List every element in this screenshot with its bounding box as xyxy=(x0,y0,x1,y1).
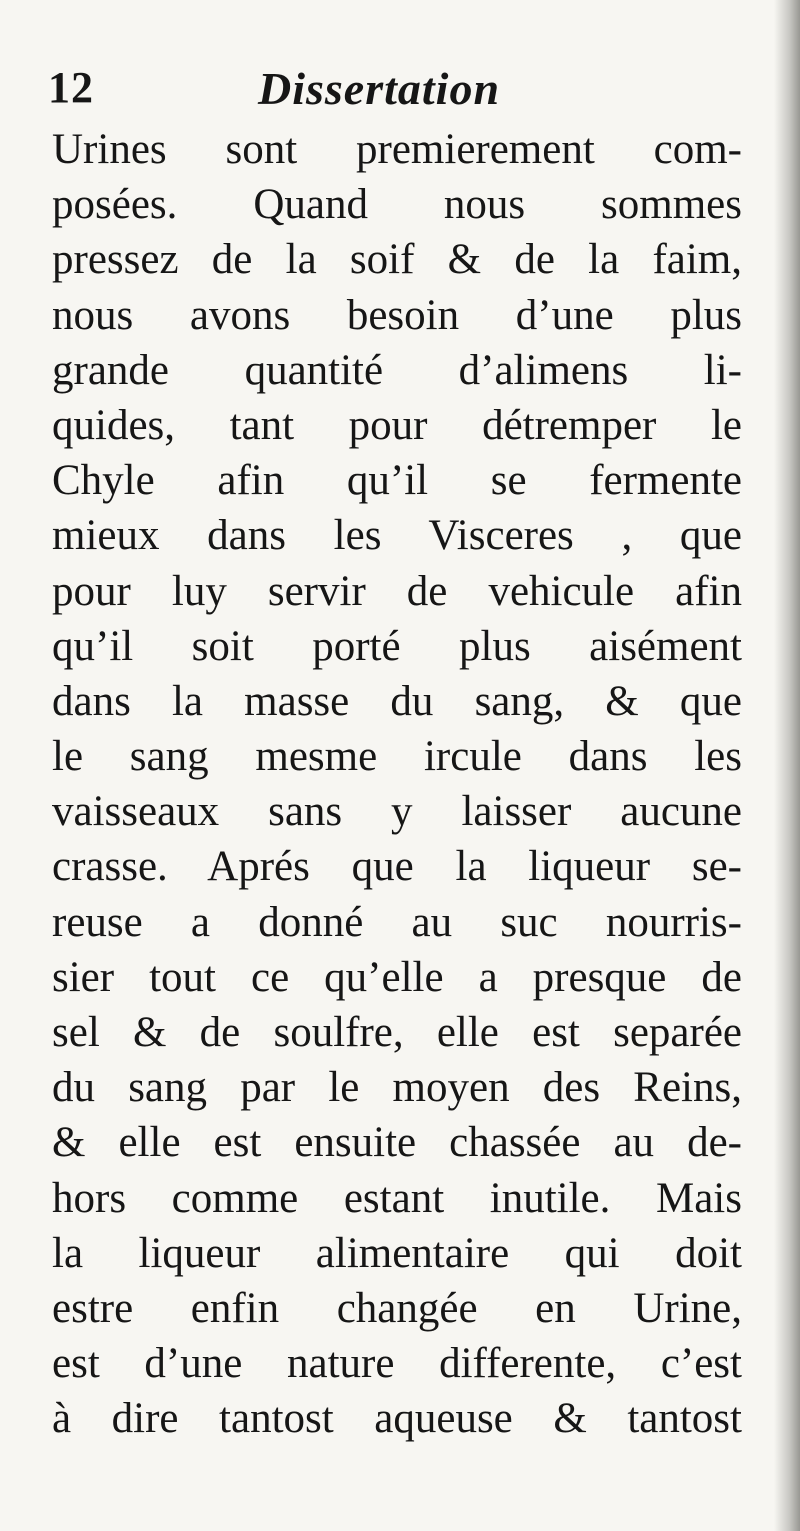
text-line: crasse. Aprés que la liqueur se- xyxy=(52,843,742,891)
page-edge-shadow xyxy=(774,0,800,1531)
text-line: sel & de soulfre, elle est separée xyxy=(52,1009,742,1056)
text-line: pour luy servir de vehicule afin xyxy=(52,567,742,615)
text-line: & elle est ensuite chassée au de- xyxy=(52,1119,742,1167)
page-number: 12 xyxy=(48,63,94,112)
text-line: à dire tantost aqueuse & tantost xyxy=(52,1395,742,1443)
text-line: du sang par le moyen des Reins, xyxy=(52,1064,742,1112)
text-line: grande quantité d’alimens li- xyxy=(52,346,742,394)
running-head xyxy=(48,62,748,122)
text-line: reuse a donné au suc nourris- xyxy=(52,898,742,946)
text-line: Chyle afin qu’il se fermente xyxy=(52,457,742,505)
text-line: posées. Quand nous sommes xyxy=(52,181,742,229)
text-line: sier tout ce qu’elle a presque de xyxy=(52,953,742,1001)
body-text xyxy=(52,122,742,1447)
text-line: le sang mesme ircule dans les xyxy=(52,733,742,781)
text-line: mieux dans les Visceres , que xyxy=(52,512,742,560)
text-line: qu’il soit porté plus aisément xyxy=(52,622,742,670)
text-line: vaisseaux sans y laisser aucune xyxy=(52,788,742,836)
text-line: pressez de la soif & de la faim, xyxy=(52,236,742,284)
text-line: dans la masse du sang, & que xyxy=(52,677,742,725)
text-line: estre enfin changée en Urine, xyxy=(52,1284,742,1332)
running-title: Dissertation xyxy=(258,63,501,114)
text-line: la liqueur alimentaire qui doit xyxy=(52,1229,742,1277)
text-line: nous avons besoin d’une plus xyxy=(52,291,742,339)
text-line: est d’une nature differente, c’est xyxy=(52,1340,742,1388)
text-line: hors comme estant inutile. Mais xyxy=(52,1174,742,1222)
text-line: quides, tant pour détremper le xyxy=(52,401,742,449)
text-line: Urines sont premierement com- xyxy=(52,126,742,173)
